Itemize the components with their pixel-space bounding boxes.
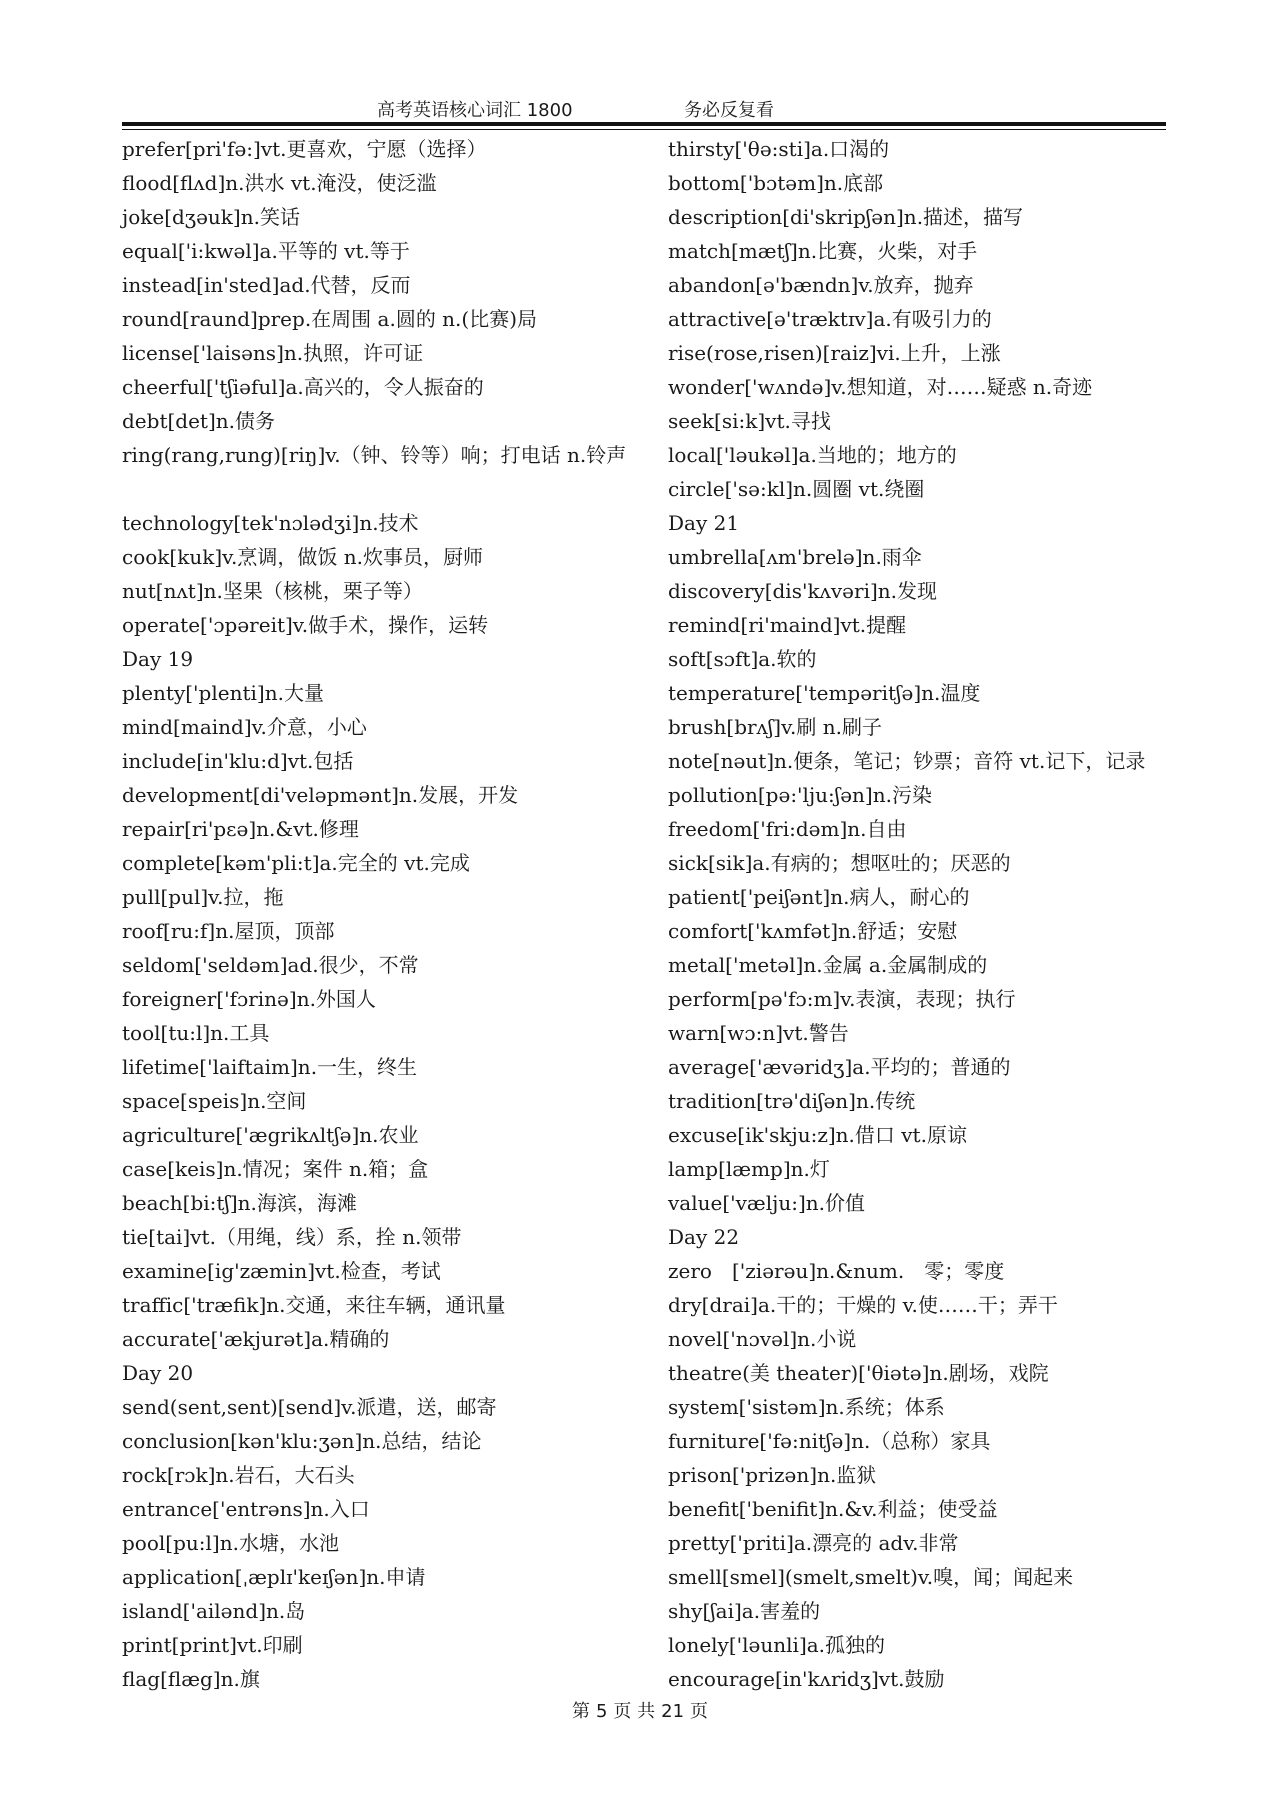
vocab-entry: benefit['benifit]n.&v.利益；使受益 — [668, 1497, 998, 1521]
vocab-entry: system['sistəm]n.系统；体系 — [668, 1395, 945, 1419]
vocab-entry: tie[tai]vt.（用绳，线）系，拴 n.领带 — [122, 1225, 462, 1249]
vocab-entry: rise(rose,risen)[raiz]vi.上升，上涨 — [668, 341, 1001, 365]
vocab-entry: equal['i:kwəl]a.平等的 vt.等于 — [122, 239, 410, 263]
vocab-entry: entrance['entrəns]n.入口 — [122, 1497, 370, 1521]
vocab-entry: comfort['kʌmfət]n.舒适；安慰 — [668, 919, 958, 943]
vocab-entry: technology[tek'nɔlədʒi]n.技术 — [122, 511, 419, 535]
day-heading: Day 19 — [122, 647, 194, 671]
vocab-entry: examine[ig'zæmin]vt.检查，考试 — [122, 1259, 441, 1283]
vocab-entry: roof[ru:f]n.屋顶，顶部 — [122, 919, 335, 943]
vocab-entry: complete[kəm'pli:t]a.完全的 vt.完成 — [122, 851, 470, 875]
vocab-entry: accurate['ækjurət]a.精确的 — [122, 1327, 390, 1351]
vocab-entry: flag[flæg]n.旗 — [122, 1667, 260, 1691]
header-title: 高考英语核心词汇 1800 — [377, 100, 573, 121]
day-heading: Day 22 — [668, 1225, 740, 1249]
vocab-entry: cheerful['tʃiəful]a.高兴的，令人振奋的 — [122, 375, 484, 399]
vocab-entry: send(sent,sent)[send]v.派遣，送，邮寄 — [122, 1395, 497, 1419]
vocab-entry: rock[rɔk]n.岩石，大石头 — [122, 1463, 355, 1487]
header-rule-thick — [122, 122, 1166, 126]
vocab-entry: include[in'klu:d]vt.包括 — [122, 749, 354, 773]
vocab-entry: instead[in'sted]ad.代替，反而 — [122, 273, 411, 297]
vocab-entry: seldom['seldəm]ad.很少，不常 — [122, 953, 419, 977]
vocab-entry: tool[tu:l]n.工具 — [122, 1021, 270, 1045]
vocab-entry: match[mætʃ]n.比赛，火柴，对手 — [668, 239, 978, 263]
vocab-entry: value['vælju:]n.价值 — [668, 1191, 865, 1215]
vocab-entry: novel['nɔvəl]n.小说 — [668, 1327, 857, 1351]
vocab-entry: tradition[trə'diʃən]n.传统 — [668, 1089, 916, 1113]
vocab-entry: pretty['priti]a.漂亮的 adv.非常 — [668, 1531, 959, 1555]
vocab-entry: bottom['bɔtəm]n.底部 — [668, 171, 884, 195]
vocab-entry: warn[wɔ:n]vt.警告 — [668, 1021, 849, 1045]
vocab-entry: shy[ʃai]a.害羞的 — [668, 1599, 821, 1623]
vocab-entry: lonely['ləunli]a.孤独的 — [668, 1633, 886, 1657]
vocab-entry: conclusion[kən'klu:ʒən]n.总结，结论 — [122, 1429, 482, 1453]
vocab-entry: print[print]vt.印刷 — [122, 1633, 303, 1657]
vocab-entry: description[di'skripʃən]n.描述，描写 — [668, 205, 1024, 229]
vocab-entry: zero ['ziərəu]n.&num. 零；零度 — [668, 1259, 1005, 1283]
footer-prefix: 第 — [571, 1701, 590, 1722]
vocab-entry: encourage[in'kʌridʒ]vt.鼓励 — [668, 1667, 945, 1691]
vocab-entry: sick[sik]a.有病的；想呕吐的；厌恶的 — [668, 851, 1011, 875]
vocab-entry: excuse[ik'skju:z]n.借口 vt.原谅 — [668, 1123, 967, 1147]
vocab-entry: dry[drai]a.干的；干燥的 v.使……干；弄干 — [668, 1293, 1058, 1317]
vocab-entry: plenty['plenti]n.大量 — [122, 681, 324, 705]
vocab-entry: soft[sɔft]a.软的 — [668, 647, 817, 671]
day-heading: Day 21 — [668, 511, 740, 535]
vocab-entry: debt[det]n.债务 — [122, 409, 275, 433]
vocab-entry: pull[pul]v.拉，拖 — [122, 885, 284, 909]
vocab-entry: pool[pu:l]n.水塘，水池 — [122, 1531, 339, 1555]
vocab-entry: furniture['fə:nitʃə]n.（总称）家具 — [668, 1429, 991, 1453]
header-note: 务必反复看 — [684, 100, 774, 121]
vocab-entry: prefer[pri'fə:]vt.更喜欢，宁愿（选择） — [122, 137, 487, 161]
vocab-entry: seek[si:k]vt.寻找 — [668, 409, 831, 433]
vocab-entry: theatre(美 theater)['θiətə]n.剧场，戏院 — [668, 1361, 1049, 1385]
vocab-entry: circle['sə:kl]n.圆圈 vt.绕圈 — [668, 477, 925, 501]
page-footer — [0, 1697, 1280, 1723]
vocab-entry: perform[pə'fɔ:m]v.表演，表现；执行 — [668, 987, 1016, 1011]
vocab-entry: thirsty['θə:sti]a.口渴的 — [668, 137, 890, 161]
vocab-entry: wonder['wʌndə]v.想知道，对……疑惑 n.奇迹 — [668, 375, 1093, 399]
vocab-entry: license['laisəns]n.执照，许可证 — [122, 341, 424, 365]
vocab-entry: lamp[læmp]n.灯 — [668, 1157, 830, 1181]
vocab-entry: local['ləukəl]a.当地的；地方的 — [668, 443, 957, 467]
vocab-entry: abandon[ə'bændn]v.放弃，抛弃 — [668, 273, 974, 297]
vocab-entry: pollution[pə:'lju:ʃən]n.污染 — [668, 783, 932, 807]
vocab-entry: nut[nʌt]n.坚果（核桃，栗子等） — [122, 579, 423, 603]
vocab-entry: ring(rang,rung)[riŋ]v.（钟、铃等）响；打电话 n.铃声 — [122, 443, 627, 467]
vocab-entry: prison['prizən]n.监狱 — [668, 1463, 877, 1487]
vocab-entry: brush[brʌʃ]v.刷 n.刷子 — [668, 715, 882, 739]
vocab-entry: agriculture['ægrikʌltʃə]n.农业 — [122, 1123, 419, 1147]
footer-page-number: 5 — [595, 1701, 608, 1722]
vocab-entry: traffic['træfik]n.交通，来往车辆，通讯量 — [122, 1293, 506, 1317]
vocab-entry: freedom['fri:dəm]n.自由 — [668, 817, 907, 841]
vocab-entry: foreigner['fɔrinə]n.外国人 — [122, 987, 376, 1011]
vocab-entry: cook[kuk]v.烹调，做饭 n.炊事员，厨师 — [122, 545, 484, 569]
vocab-entry: average['ævəridʒ]a.平均的；普通的 — [668, 1055, 1011, 1079]
vocab-entry: round[raund]prep.在周围 a.圆的 n.(比赛)局 — [122, 307, 538, 331]
footer-suffix: 页 — [690, 1701, 709, 1722]
right-column — [668, 132, 1168, 1696]
vocab-entry: temperature['tempəritʃə]n.温度 — [668, 681, 981, 705]
vocab-entry: smell[smel](smelt,smelt)v.嗅，闻；闻起来 — [668, 1565, 1074, 1589]
vocab-entry: operate['ɔpəreit]v.做手术，操作，运转 — [122, 613, 489, 637]
header-rule-thin — [122, 129, 1166, 130]
vocab-entry: space[speis]n.空间 — [122, 1089, 307, 1113]
vocab-entry: joke[dʒəuk]n.笑话 — [122, 205, 300, 229]
vocab-entry: repair[ri'pɛə]n.&vt.修理 — [122, 817, 359, 841]
vocab-entry: note[nəut]n.便条，笔记；钞票；音符 vt.记下，记录 — [668, 749, 1146, 773]
vocab-entry: case[keis]n.情况；案件 n.箱；盒 — [122, 1157, 429, 1181]
day-heading: Day 20 — [122, 1361, 194, 1385]
page-header — [0, 96, 1280, 120]
vocab-entry: umbrella[ʌm'brelə]n.雨伞 — [668, 545, 922, 569]
vocab-entry: remind[ri'maind]vt.提醒 — [668, 613, 907, 637]
vocab-entry: island['ailənd]n.岛 — [122, 1599, 306, 1623]
footer-mid: 页 共 — [613, 1701, 656, 1722]
vocab-entry: beach[bi:tʃ]n.海滨，海滩 — [122, 1191, 357, 1215]
vocab-entry: application[ˌæplɪ'keɪʃən]n.申请 — [122, 1565, 426, 1589]
vocab-entry: lifetime['laiftaim]n.一生，终生 — [122, 1055, 418, 1079]
vocab-entry: mind[maind]v.介意，小心 — [122, 715, 367, 739]
vocab-entry: patient['peiʃənt]n.病人，耐心的 — [668, 885, 970, 909]
vocab-entry: discovery[dis'kʌvəri]n.发现 — [668, 579, 938, 603]
vocab-entry: metal['metəl]n.金属 a.金属制成的 — [668, 953, 988, 977]
vocab-entry: flood[flʌd]n.洪水 vt.淹没，使泛滥 — [122, 171, 437, 195]
left-column — [122, 132, 632, 1696]
vocab-entry: development[di'veləpmənt]n.发展，开发 — [122, 783, 519, 807]
footer-total-pages: 21 — [661, 1701, 685, 1722]
vocab-entry: attractive[ə'træktɪv]a.有吸引力的 — [668, 307, 992, 331]
